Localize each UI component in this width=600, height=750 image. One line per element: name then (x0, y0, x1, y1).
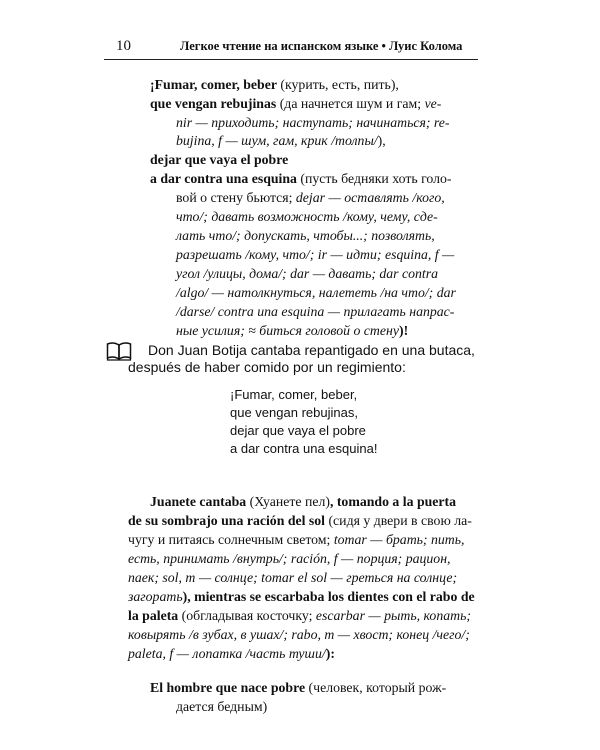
passage-line: después de haber comido por un regimiento: (128, 359, 406, 375)
open-book-icon (106, 341, 132, 361)
gloss-line: /darse/ contra una esquina — прилагать напрас- (176, 304, 455, 319)
gloss-line: de su sombrajo una ración del sol (сидя у двери в свою ла- (128, 513, 472, 528)
gloss-line: угол /улицы, дома/; dar — давать; dar contra (176, 266, 439, 281)
gloss-line: есть, принимать /внутрь/; ración, f — порция; рацион, (128, 551, 451, 566)
gloss-line: Juanete cantaba (Хуанете пел), tomando a la puerta (150, 494, 457, 509)
header-rule (104, 59, 478, 60)
passage-line: Don Juan Botija cantaba repantigado en una butaca, (148, 342, 475, 358)
gloss-line: загорать), mientras se escarbaba los dientes con el rabo de (128, 589, 475, 604)
poem-line: que vengan rebujinas, (230, 405, 358, 420)
gloss-line: paleta, f — лопатка /часть туши/): (128, 646, 335, 661)
poem-line: a dar contra una esquina! (230, 441, 378, 456)
page-number: 10 (116, 38, 131, 54)
gloss-line: чугу и питаясь солнечным светом; tomar — брать; пить, (128, 532, 465, 547)
page-header (104, 34, 478, 60)
gloss-line: что/; давать возможность /кому, чему, сде- (176, 209, 438, 224)
gloss-line: a dar contra una esquina (пусть бедняки хоть голо- (150, 171, 452, 186)
gloss-line: /algo/ — натолкнуться, налететь /на что/; dar (176, 285, 456, 300)
gloss-line: дается бедным) (176, 699, 268, 714)
gloss-line: la paleta (обгладывая косточку; escarbar — рыть, копать; (128, 608, 471, 623)
gloss-line: вой о стену бьются; dejar — оставлять /кого, (176, 190, 445, 205)
gloss-line: El hombre que nace pobre (человек, который рож- (150, 680, 447, 695)
gloss-line: паек; sol, m — солнце; tomar el sol — греться на солнце; (128, 570, 458, 585)
poem-line: ¡Fumar, comer, beber, (230, 387, 358, 402)
gloss-line: ¡Fumar, comer, beber (курить, есть, пить), (150, 77, 399, 92)
gloss-line: dejar que vaya el pobre (150, 152, 289, 167)
gloss-line: ные усилия; ≈ биться головой о стену)! (176, 323, 409, 338)
gloss-line: лать что/; допускать, чтобы...; позволять, (176, 228, 435, 243)
gloss-line: bujina, f — шум, гам, крик /толпы/), (176, 133, 386, 148)
gloss-line: nir — приходить; наступать; начинаться; re- (176, 115, 450, 130)
gloss-line: ковырять /в зубах, в ушах/; rabo, m — хвост; конец /чего/; (128, 627, 470, 642)
poem-line: dejar que vaya el pobre (230, 423, 366, 438)
gloss-line: que vengan rebujinas (да начнется шум и гам; ve- (150, 96, 442, 111)
gloss-line: разрешать /кому, что/; ir — идти; esquina, f — (176, 247, 455, 262)
running-head: Легкое чтение на испанском языке • Луис Колома (180, 39, 463, 53)
